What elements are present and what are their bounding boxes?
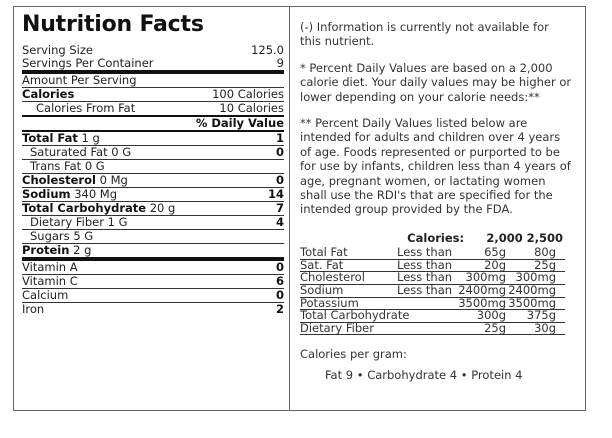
nutrient-row-total-fat xyxy=(22,132,284,146)
dv-row-qualifier: Less than xyxy=(397,270,453,285)
nutrient-label: Trans Fat xyxy=(30,159,82,173)
dv-row-qualifier: Less than xyxy=(397,257,453,272)
nutrient-label: Total Carbohydrate xyxy=(22,201,147,215)
nutrient-label: Saturated Fat xyxy=(30,145,108,159)
servings-per-container-label: Servings Per Container xyxy=(22,56,154,70)
dv-row-2000: 20g xyxy=(484,257,506,272)
dv-row-label: Potassium xyxy=(300,295,359,310)
dv-row-label: Cholesterol xyxy=(300,270,365,285)
nutrition-facts-title: Nutrition Facts xyxy=(22,12,204,37)
serving-size-label: Serving Size xyxy=(22,43,93,57)
separator-dot: • xyxy=(356,367,364,382)
dv-row-2000: 25g xyxy=(484,320,506,335)
nutrient-row-total-carbohydrate xyxy=(22,202,284,216)
daily-value-header: % Daily Value xyxy=(195,116,284,130)
calories-from-fat-row xyxy=(22,102,284,117)
dv-row-label: Sat. Fat xyxy=(300,257,344,272)
dv-row-2500: 25g xyxy=(534,257,556,272)
nutrient-amount: 2 g xyxy=(73,243,92,257)
nutrient-label: Protein xyxy=(22,243,70,257)
dv-row-2000: 2400mg xyxy=(458,283,506,298)
percent-daily-value-children-note: ** Percent Daily Values listed below are intended for adults and children over 4 years of age. Foods represented or purported to be for use by infants, children less than 4 years of age, pregnant women, or lactating women shall use the RDI's that are specified for the intended group provided by the FDA. xyxy=(300,116,571,217)
daily-values-row xyxy=(300,320,565,336)
nutrient-dv: 14 xyxy=(267,187,284,201)
nutrient-dv: 7 xyxy=(275,201,284,215)
dv-row-2500: 375g xyxy=(526,308,556,323)
vitamin-label: Vitamin C xyxy=(22,274,78,288)
nutrient-row-cholesterol xyxy=(22,174,284,188)
dv-row-qualifier: Less than xyxy=(397,283,453,298)
dv-row-2500: 30g xyxy=(534,320,556,335)
nutrient-dv: 1 xyxy=(275,131,284,145)
dv-row-2500: 3500mg xyxy=(508,295,556,310)
serving-size-value: 125.0 xyxy=(251,43,284,57)
daily-values-table xyxy=(300,231,565,336)
dv-row-2500: 2400mg xyxy=(508,283,556,298)
vitamin-label: Calcium xyxy=(22,288,69,302)
amount-per-serving-row xyxy=(22,74,284,88)
panel-divider xyxy=(289,7,290,410)
nutrient-amount: 1 G xyxy=(107,215,128,229)
dv-row-label: Total Fat xyxy=(300,245,348,260)
dv-row-label: Dietary Fiber xyxy=(300,320,374,335)
nutrient-amount: 5 G xyxy=(73,229,94,243)
nutrient-row-saturated-fat xyxy=(22,146,284,160)
nutrient-row-sugars xyxy=(22,230,284,244)
nutrition-facts-panel xyxy=(22,12,284,316)
carbohydrate-per-gram: Carbohydrate 4 xyxy=(367,367,458,382)
dv-row-2500: 300mg xyxy=(515,270,556,285)
dv-row-2000: 65g xyxy=(484,245,506,260)
nutrient-row-sodium xyxy=(22,188,284,202)
nutrient-amount: 0 G xyxy=(111,145,132,159)
nutrient-row-protein xyxy=(22,244,284,261)
daily-values-header xyxy=(300,231,565,245)
nutrient-label: Total Fat xyxy=(22,131,78,145)
fat-per-gram: Fat 9 xyxy=(325,367,354,382)
vitamin-label: Vitamin A xyxy=(22,260,78,274)
not-available-note: (-) Information is currently not available for this nutrient. xyxy=(300,20,549,49)
nutrient-label: Dietary Fiber xyxy=(30,215,104,229)
nutrient-dv: 0 xyxy=(275,145,284,159)
dv-row-qualifier: Less than xyxy=(397,245,453,260)
calories-from-fat-label: Calories From Fat xyxy=(36,101,136,115)
vitamin-dv: 0 xyxy=(275,260,284,274)
nutrient-amount: 1 g xyxy=(81,131,100,145)
vitamin-label: Iron xyxy=(22,302,45,316)
vitamin-dv: 0 xyxy=(275,288,284,302)
calories-label: Calories xyxy=(22,87,75,101)
header-2000: 2,000 xyxy=(486,230,523,245)
dv-row-label: Total Carbohydrate xyxy=(300,308,410,323)
vitamin-dv: 2 xyxy=(275,302,284,316)
dv-row-label: Sodium xyxy=(300,283,344,298)
nutrient-amount: 0 G xyxy=(84,159,105,173)
nutrient-amount: 0 Mg xyxy=(99,173,128,187)
calories-per-gram-values xyxy=(300,368,572,382)
nutrient-label: Sodium xyxy=(22,187,71,201)
nutrient-row-dietary-fiber xyxy=(22,216,284,230)
nutrient-amount: 20 g xyxy=(149,201,176,215)
servings-per-container-value: 9 xyxy=(276,56,284,70)
dv-row-2500: 80g xyxy=(534,245,556,260)
percent-daily-value-note: * Percent Daily Values are based on a 2,000 calorie diet. Your daily values may be higher or lower depending on your calorie needs:** xyxy=(300,60,572,104)
vitamin-row-c xyxy=(22,275,284,289)
protein-per-gram: Protein 4 xyxy=(471,367,523,382)
vitamin-dv: 6 xyxy=(275,274,284,288)
amount-per-serving-label: Amount Per Serving xyxy=(22,73,137,87)
vitamin-row-iron xyxy=(22,303,284,316)
nutrient-label: Cholesterol xyxy=(22,173,96,187)
separator-dot: • xyxy=(460,367,468,382)
dv-row-2000: 300g xyxy=(476,308,506,323)
nutrient-amount: 340 Mg xyxy=(74,187,118,201)
dv-row-qualifier xyxy=(397,310,455,322)
header-calories: Calories: xyxy=(407,230,465,245)
nutrient-dv: 0 xyxy=(275,173,284,187)
calories-value: 100 Calories xyxy=(212,87,284,101)
servings-per-container-row xyxy=(22,57,284,74)
notes-panel xyxy=(300,20,572,382)
calories-per-gram-label: Calories per gram: xyxy=(300,347,407,362)
nutrient-dv: 4 xyxy=(275,215,284,229)
header-2500: 2,500 xyxy=(526,230,564,245)
vitamin-row-a xyxy=(22,261,284,275)
vitamin-row-calcium xyxy=(22,289,284,303)
dv-row-2000: 3500mg xyxy=(458,295,506,310)
calories-per-gram xyxy=(300,347,572,382)
daily-value-header-row xyxy=(22,117,284,132)
dv-row-qualifier xyxy=(397,323,455,335)
calories-from-fat-value: 10 Calories xyxy=(219,101,284,115)
calories-row xyxy=(22,88,284,102)
dv-row-2000: 300mg xyxy=(465,270,506,285)
nutrient-row-trans-fat xyxy=(22,160,284,174)
nutrient-label: Sugars xyxy=(30,229,70,243)
